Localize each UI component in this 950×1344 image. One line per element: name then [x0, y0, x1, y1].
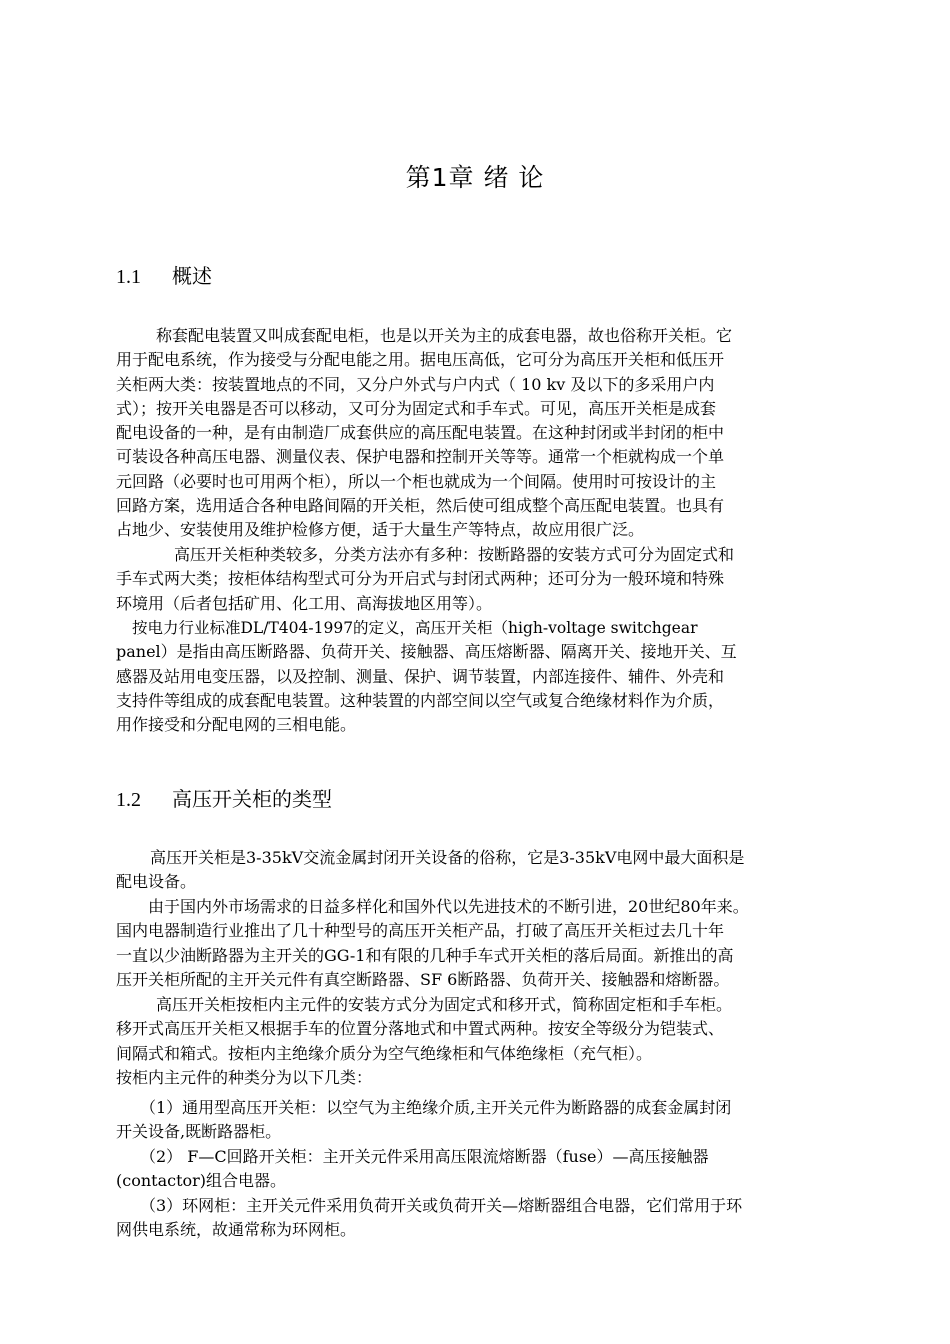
text-line: 压开关柜所配的主开关元件有真空断路器、SF 6断路器、负荷开关、接触器和熔断器。: [116, 969, 730, 989]
text-line: 网供电系统，故通常称为环网柜。: [116, 1220, 357, 1240]
text-line: 配电设备的一种，是有由制造厂成套供应的高压配电装置。在这种封闭或半封闭的柜中: [116, 423, 725, 443]
text-line: （1）通用型高压开关柜：以空气为主绝缘介质,主开关元件为断路器的成套金属封闭: [140, 1098, 732, 1117]
section-title-text: 概述: [172, 264, 212, 288]
text-line: 用作接受和分配电网的三相电能。: [116, 715, 357, 735]
paragraph: [116, 616, 860, 737]
section-title-text: 高压开关柜的类型: [172, 787, 332, 811]
paragraph: [116, 324, 860, 543]
paragraph: [116, 543, 860, 616]
section-number: 1.1: [116, 266, 141, 288]
text-line: 高压开关柜是3-35kV交流金属封闭开关设备的俗称，它是3-35kV电网中最大面积是: [150, 848, 745, 867]
section-heading-1-1: [116, 260, 212, 289]
text-line: 感器及站用电变压器，以及控制、测量、保护、调节装置，内部连接件、辅件、外壳和: [116, 666, 725, 686]
text-line: 称套配电装置又叫成套配电柜，也是以开关为主的成套电器，故也俗称开关柜。它: [156, 326, 733, 345]
text-line: 支持件等组成的成套配电装置。这种装置的内部空间以空气或复合绝缘材料作为介质，: [116, 690, 725, 710]
text-line: panel）是指由高压断路器、负荷开关、接触器、高压熔断器、隔离开关、接地开关、互: [116, 642, 737, 662]
text-line: 间隔式和箱式。按柜内主绝缘介质分为空气绝缘柜和气体绝缘柜（充气柜）。: [116, 1043, 653, 1063]
text-line: （2） F—C回路开关柜：主开关元件采用高压限流熔断器（fuse）—高压接触器: [140, 1147, 709, 1166]
text-line: 国内电器制造行业推出了几十种型号的高压开关柜产品，打破了高压开关柜过去几十年: [116, 921, 725, 941]
text-line: 回路方案，选用适合各种电路间隔的开关柜，然后使可组成整个高压配电装置。也具有: [116, 496, 725, 516]
paragraph: [116, 846, 860, 895]
list-item: [116, 1194, 860, 1243]
text-line: 式）；按开关电器是否可以移动，又可分为固定式和手车式。可见，高压开关柜是成套: [116, 398, 717, 418]
text-line: （3）环网柜：主开关元件采用负荷开关或负荷开关—熔断器组合电器，它们常用于环: [140, 1196, 743, 1215]
paragraph: [116, 993, 860, 1066]
paragraph: [116, 895, 860, 992]
text-line: 可装设各种高压电器、测量仪表、保护电器和控制开关等等。通常一个柜就构成一个单: [116, 447, 725, 467]
text-line: 环境用（后者包括矿用、化工用、高海拔地区用等）。: [116, 593, 493, 613]
text-line: 配电设备。: [116, 872, 197, 892]
text-line: 高压开关柜按柜内主元件的安装方式分为固定式和移开式，简称固定柜和手车柜。: [156, 995, 733, 1014]
text-line: 一直以少油断路器为主开关的GG-1和有限的几种手车式开关柜的落后局面。新推出的高: [116, 945, 734, 965]
list-item: [116, 1145, 860, 1194]
list-item: [116, 1096, 860, 1145]
text-line: 开关设备,既断路器柜。: [116, 1122, 282, 1142]
text-line: 按电力行业标准DL/T404-1997的定义，高压开关柜（high-voltage switchgear: [132, 619, 698, 637]
text-line: 元回路（必要时也可用两个柜），所以一个柜也就成为一个间隔。使用时可按设计的主: [116, 471, 717, 491]
text-line: 按柜内主元件的种类分为以下几类：: [116, 1068, 373, 1087]
text-line: 移开式高压开关柜又根据手车的位置分落地式和中置式两种。按安全等级分为铠装式、: [116, 1019, 725, 1039]
chapter-title: 第1章 绪 论: [405, 163, 545, 192]
text-line: 高压开关柜种类较多，分类方法亦有多种：按断路器的安装方式可分为固定式和: [174, 545, 735, 564]
section-number: 1.2: [116, 789, 141, 811]
section-heading-1-2: [116, 783, 332, 812]
text-line: 手车式两大类；按柜体结构型式可分为开启式与封闭式两种；还可分为一般环境和特殊: [116, 569, 725, 589]
paragraph: [116, 1066, 860, 1090]
text-line: 由于国内外市场需求的日益多样化和国外代以先进技术的不断引进，20世纪80年来。: [148, 897, 749, 916]
text-line: 关柜两大类：按装置地点的不同，又分户外式与户内式（ 10 kv 及以下的多采用户内: [116, 374, 715, 394]
text-line: 用于配电系统，作为接受与分配电能之用。据电压高低，它可分为高压开关柜和低压开: [116, 350, 725, 370]
text-line: 占地少、安装使用及维护检修方便，适于大量生产等特点，故应用很广泛。: [116, 520, 645, 540]
text-line: (contactor)组合电器。: [116, 1171, 287, 1191]
